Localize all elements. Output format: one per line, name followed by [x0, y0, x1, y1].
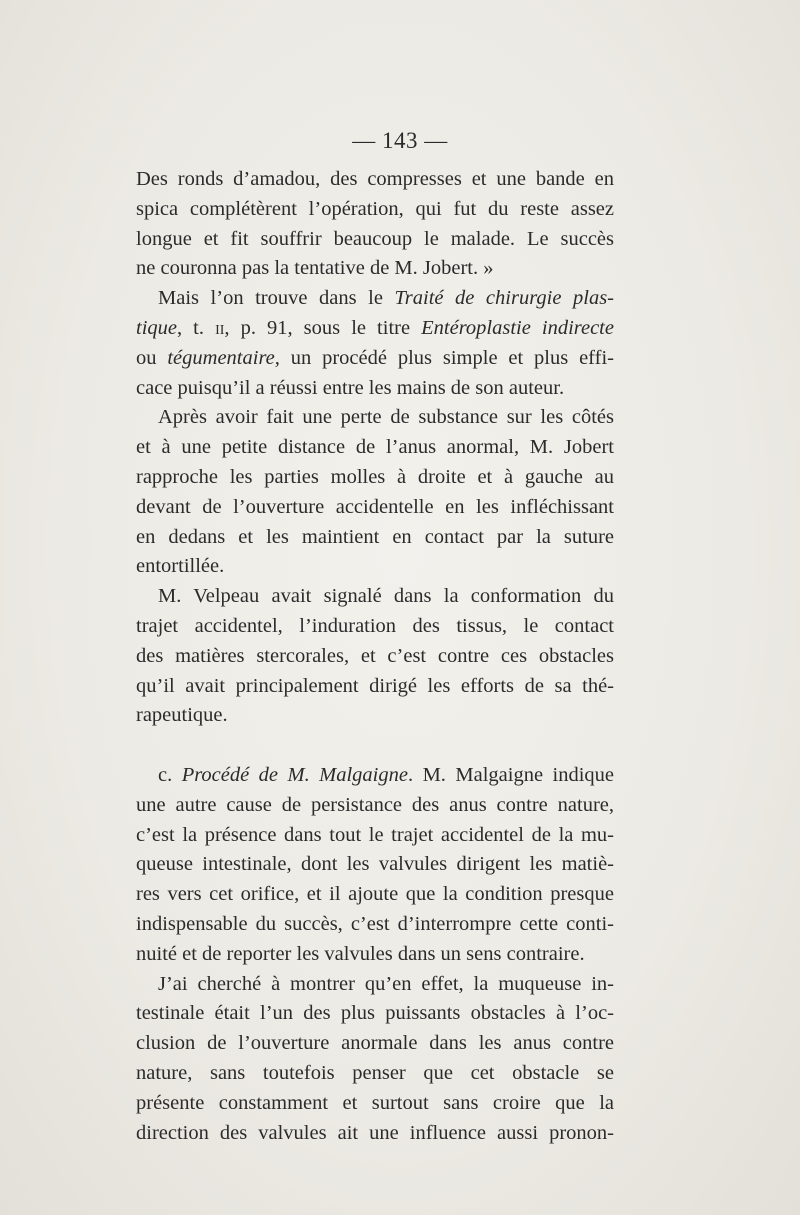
text-line: nuité et de reporter les valvules dans un sens contraire.: [136, 942, 585, 965]
text-line: [136, 344, 614, 374]
text-line: Des ronds d’amadou, des compresses et une bande en: [136, 168, 614, 190]
text-line: [136, 284, 614, 314]
text-line: qu’il avait principalement dirigé les efforts de sa thé-: [136, 674, 614, 697]
section-heading: Procédé de M. Malgaigne: [181, 763, 408, 786]
text-line: et à une petite distance de l’anus anormal, M. Jobert: [136, 436, 614, 459]
book-title: tique: [136, 316, 177, 339]
text-run: Mais l’on trouve dans le: [158, 287, 395, 310]
text-line: rapproche les parties molles à droite et à gauche au: [136, 465, 614, 488]
text-run: . M. Malgaigne indique: [407, 763, 614, 786]
text-line: c’est la présence dans tout le trajet accidentel de la mu-: [136, 823, 614, 846]
text-line: Après avoir fait une perte de substance sur les côtés: [158, 406, 614, 429]
text-run: un procédé plus simple et plus effi-: [279, 346, 614, 369]
volume-number: ii: [215, 316, 225, 339]
text-run: , t.: [177, 316, 216, 339]
text-line: direction des valvules ait une influence aussi pronon-: [136, 1121, 614, 1144]
text-line: [136, 761, 614, 791]
page-number: — 143 —: [352, 128, 448, 153]
text-line: [136, 314, 614, 344]
text-line: une autre cause de persistance des anus contre nature,: [136, 793, 614, 816]
text-line: présente constamment et surtout sans croire que la: [136, 1091, 614, 1114]
text-line: res vers cet orifice, et il ajoute que la condition presque: [136, 883, 614, 906]
text-line: spica complétèrent l’opération, qui fut du reste assez: [136, 197, 614, 220]
text-line: cace puisqu’il a réussi entre les mains de son auteur.: [136, 376, 565, 399]
body-text: [136, 165, 614, 1148]
text-run: , p. 91, sous le titre: [224, 316, 422, 339]
text-line: rapeutique.: [136, 704, 228, 727]
text-line: nature, sans toutefois penser que cet obstacle se: [136, 1061, 614, 1084]
text-line: trajet accidentel, l’induration des tissus, le contact: [136, 614, 614, 637]
text-line: indispensable du succès, c’est d’interrompre cette conti-: [136, 912, 614, 935]
text-line: devant de l’ouverture accidentelle en les infléchissant: [136, 495, 614, 518]
text-line: des matières stercorales, et c’est contre ces obstacles: [136, 644, 614, 667]
text-line: J’ai cherché à montrer qu’en effet, la muqueuse in-: [158, 972, 614, 995]
text-line: ne couronna pas la tentative de M. Jobert. »: [136, 257, 494, 280]
text-run: c.: [158, 763, 182, 786]
section-title: Entéroplastie indirecte: [421, 316, 614, 339]
text-line: longue et fit souffrir beaucoup le malade. Le succès: [136, 227, 614, 250]
text-line: entortillée.: [136, 555, 225, 578]
book-title: Traité de chirurgie plas-: [394, 287, 615, 310]
text-line: M. Velpeau avait signalé dans la conformation du: [158, 585, 614, 608]
text-line: en dedans et les maintient en contact par la suture: [136, 525, 614, 548]
text-line: testinale était l’un des plus puissants obstacles à l’oc-: [136, 1002, 614, 1025]
text-run: ou: [136, 346, 168, 369]
section-title: tégumentaire,: [167, 346, 280, 369]
text-line: queuse intestinale, dont les valvules dirigent les matiè-: [136, 853, 614, 876]
text-line: clusion de l’ouverture anormale dans les anus contre: [136, 1032, 614, 1055]
